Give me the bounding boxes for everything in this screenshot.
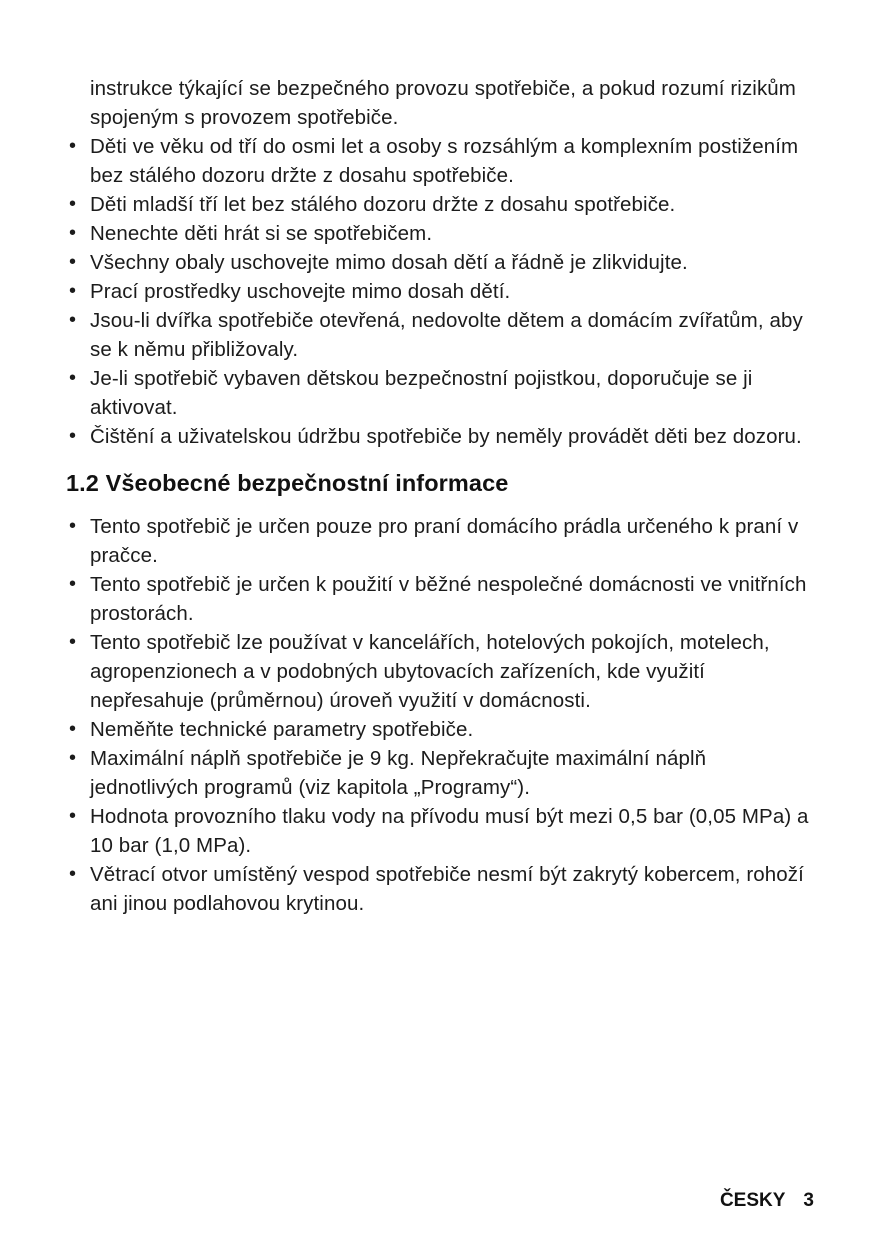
list-item: • Čištění a uživatelskou údržbu spotřebiče by neměly provádět děti bez dozoru. [66, 422, 816, 451]
list-item: • Děti ve věku od tří do osmi let a osoby s rozsáhlým a komplexním postižením bez stálého dozoru držte z dosahu spotřebiče. [66, 132, 816, 190]
footer-language-label: ČESKY [719, 1190, 786, 1211]
section-heading: 1.2 Všeobecné bezpečnostní informace [66, 470, 509, 496]
list-item: • Tento spotřebič je určen pouze pro praní domácího prádla určeného k praní v pračce. [66, 512, 816, 570]
list-item: • Tento spotřebič lze používat v kancelářích, hotelových pokojích, motelech, agropenzionech a v podobných ubytovacích zařízeních, kde využití nepřesahuje (průměrnou) úroveň využití v domácnosti. [66, 628, 816, 715]
list-item: • Děti mladší tří let bez stálého dozoru držte z dosahu spotřebiče. [66, 190, 816, 219]
list-item: • Tento spotřebič je určen k použití v běžné nespolečné domácnosti ve vnitřních prostorách. [66, 570, 816, 628]
list-item: • Neměňte technické parametry spotřebiče. [66, 715, 816, 744]
continuation-paragraph: instrukce týkající se bezpečného provozu spotřebiče, a pokud rozumí rizikům spojeným s provozem spotřebiče. [90, 77, 796, 129]
list-item: • Hodnota provozního tlaku vody na přívodu musí být mezi 0,5 bar (0,05 MPa) a 10 bar (1,0 MPa). [66, 802, 816, 860]
safety-bullet-list-2 [66, 512, 816, 918]
list-item: • Prací prostředky uschovejte mimo dosah dětí. [66, 277, 816, 306]
list-item: • Větrací otvor umístěný vespod spotřebiče nesmí být zakrytý kobercem, rohoží ani jinou podlahovou krytinou. [66, 860, 816, 918]
list-item: • Nenechte děti hrát si se spotřebičem. [66, 219, 816, 248]
list-item: • Maximální náplň spotřebiče je 9 kg. Nepřekračujte maximální náplň jednotlivých programů (viz kapitola „Programy“). [66, 744, 816, 802]
page-footer [720, 1190, 814, 1212]
list-item: • Je-li spotřebič vybaven dětskou bezpečnostní pojistkou, doporučuje se ji aktivovat. [66, 364, 816, 422]
list-item: • Jsou-li dvířka spotřebiče otevřená, nedovolte dětem a domácím zvířatům, aby se k němu přibližovaly. [66, 306, 816, 364]
footer-page-number: 3 [803, 1190, 814, 1211]
safety-bullet-list-1 [66, 132, 816, 451]
list-item: • Všechny obaly uschovejte mimo dosah dětí a řádně je zlikvidujte. [66, 248, 816, 277]
